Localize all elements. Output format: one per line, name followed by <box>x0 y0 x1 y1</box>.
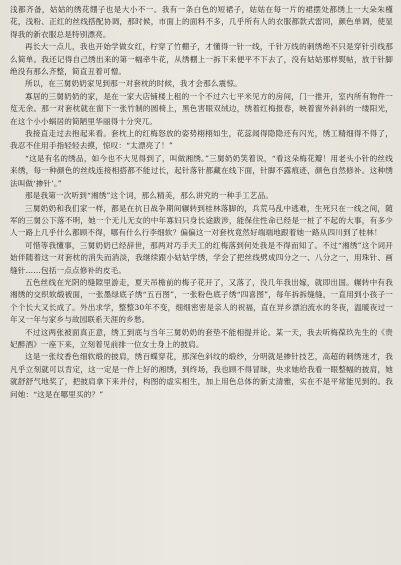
paragraph-6: “这是有名的绣品，如今也不大见得到了，叫做湘绣。”三舅奶奶笑着说，“看这朵梅花瓣！用老头小针的丝线来绣，每一种颜色的丝线连接相搭都不能过长，起针落针都藏在线下面，针脚不露痕迹，颜色自然修补。这种绣法叫做‘掺针’。” <box>10 153 393 188</box>
paragraph-12: 这是一张纹香色细软缎的披肩，绣百蝶穿花，那深色斜纹的缎纱，分明就是掺针技艺，高超的刺绣迷才，我凡乎立刻就可以肯定，这一定是一件上好的湘绣，到终场，我也顾不得冒昧，央求她给我看一眼整幅的披肩，她就舒舒气地奖了，把披肩拿下来并付，构图的虚实相生，加上用色总体的新丈清雅，实在不是平常能见到的。我问她：“这是在哪里买的？” <box>10 352 393 399</box>
paragraph-5: 我接直走过去抱起来看。套枕上的红梅怒放的姿势栩栩如生，花蕊闻得隐隐还有闪光，绣工精细得不得了，我忍不住用手指轻轻去摸，惊叹：“太漂亮了！” <box>10 129 393 151</box>
paragraph-9: 可惜等我懂事，三舅奶奶已经辞世，那两对巧手天工的红梅落到何处我是不得而知了。不过“湘绣”这个词开始伴随着这一对套枕的消失而消淡，我继续跟小姑姑学绣，学会了把丝线劈成四分之一、八分之一，用珠针、画缝针……包括一点点修补的皮毛。 <box>10 240 393 275</box>
paragraph-7: 那是我第一次听到“湘绣”这个词，那么精美，那么讲究的一种手工艺品。 <box>25 191 274 201</box>
paragraph-4: 寡居的三舅奶奶的家，是在一家大店铺楼上租的一个不过六七平米见方的房间，门一推开，室内所有物件一览无余。那一对套枕就在窗下一张竹制的圆椅上，黑色害眼双绒边，绣着红梅报春，映着窗外斜斜的一缕阳光，在这个小小蜗居的简陋里华丽得十分突兀。 <box>10 91 393 126</box>
paragraph-8: 三舅奶奶和我们家一样，都是在抗日战争期间辗转到桂林落脚的，兵荒马乱中逃难，生死只在一线之间，随军的三舅公下落不明，她一个无儿无女的中年寡妇只身长途跋涉，能保住性命已经是一桩了不起的大事，有多少人一路上几乎什么都顾不得，哪有什么行李细软？偏偏这一对套枕竟然好端端地跟着她一路从四川到了桂林！ <box>10 203 393 238</box>
paragraph-3: 所以，在三舅奶奶家见到那一对套枕的时候，我才会那么震惊。 <box>25 79 242 89</box>
paragraph-11: 不过这两张被面真正意，绣工到底与当年三舅奶奶的套垫不能相提并论。某一天，我去听梅葆玖先生的《贵妃醉酒》一座下来，立刻着见前排一位女士身上的披肩。 <box>10 327 393 349</box>
paragraph-1: 浅都齐备，姑姑的绣花绷子也是大小不一。我有一条白色的短裙子，姑姑在每一片的裙摆处都绣上一大朵朱槿花，浅粉、正红的丝线搭配协调，那时候，市面上的面料不多，几乎所有人的衣服都款式雷同，颜色单调，使显得我的新衣服总是特别漂亮。 <box>10 5 393 39</box>
paragraph-10: 五色丝线在光阴的缝隙里游走，夏天吊檐前的梅子花开了，又落了，没几年我出嫁，就即出国。辗转中有我湘绣的交织软缎被面，一张墨绿底子绣“五百图”，一张粉色底子绣“四喜图”，每年拆拆缝缝，一直用到小孩子一个个长大又长成了。外出求学，整整30年不变，细细密密是亲人的祝福，直在异乡漂泊流水的冬夜，温暖夜过一年又一年与家乡与故园联系天涯的乡愁。 <box>10 277 393 325</box>
paragraph-2: 再长大一点儿，我也开始学做女红，柠穿了竹棚子，才懂得一针一线，千针万线的刺绣绝不只是穿针引线那么简单。我还记得自己绣出来的第一幅牵牛花，从绣棚上一拆下来便平不下去了，没有姑姑那样熨帖，放于针脚绝没有那么齐整，简直丑着可憎。 <box>10 42 393 77</box>
